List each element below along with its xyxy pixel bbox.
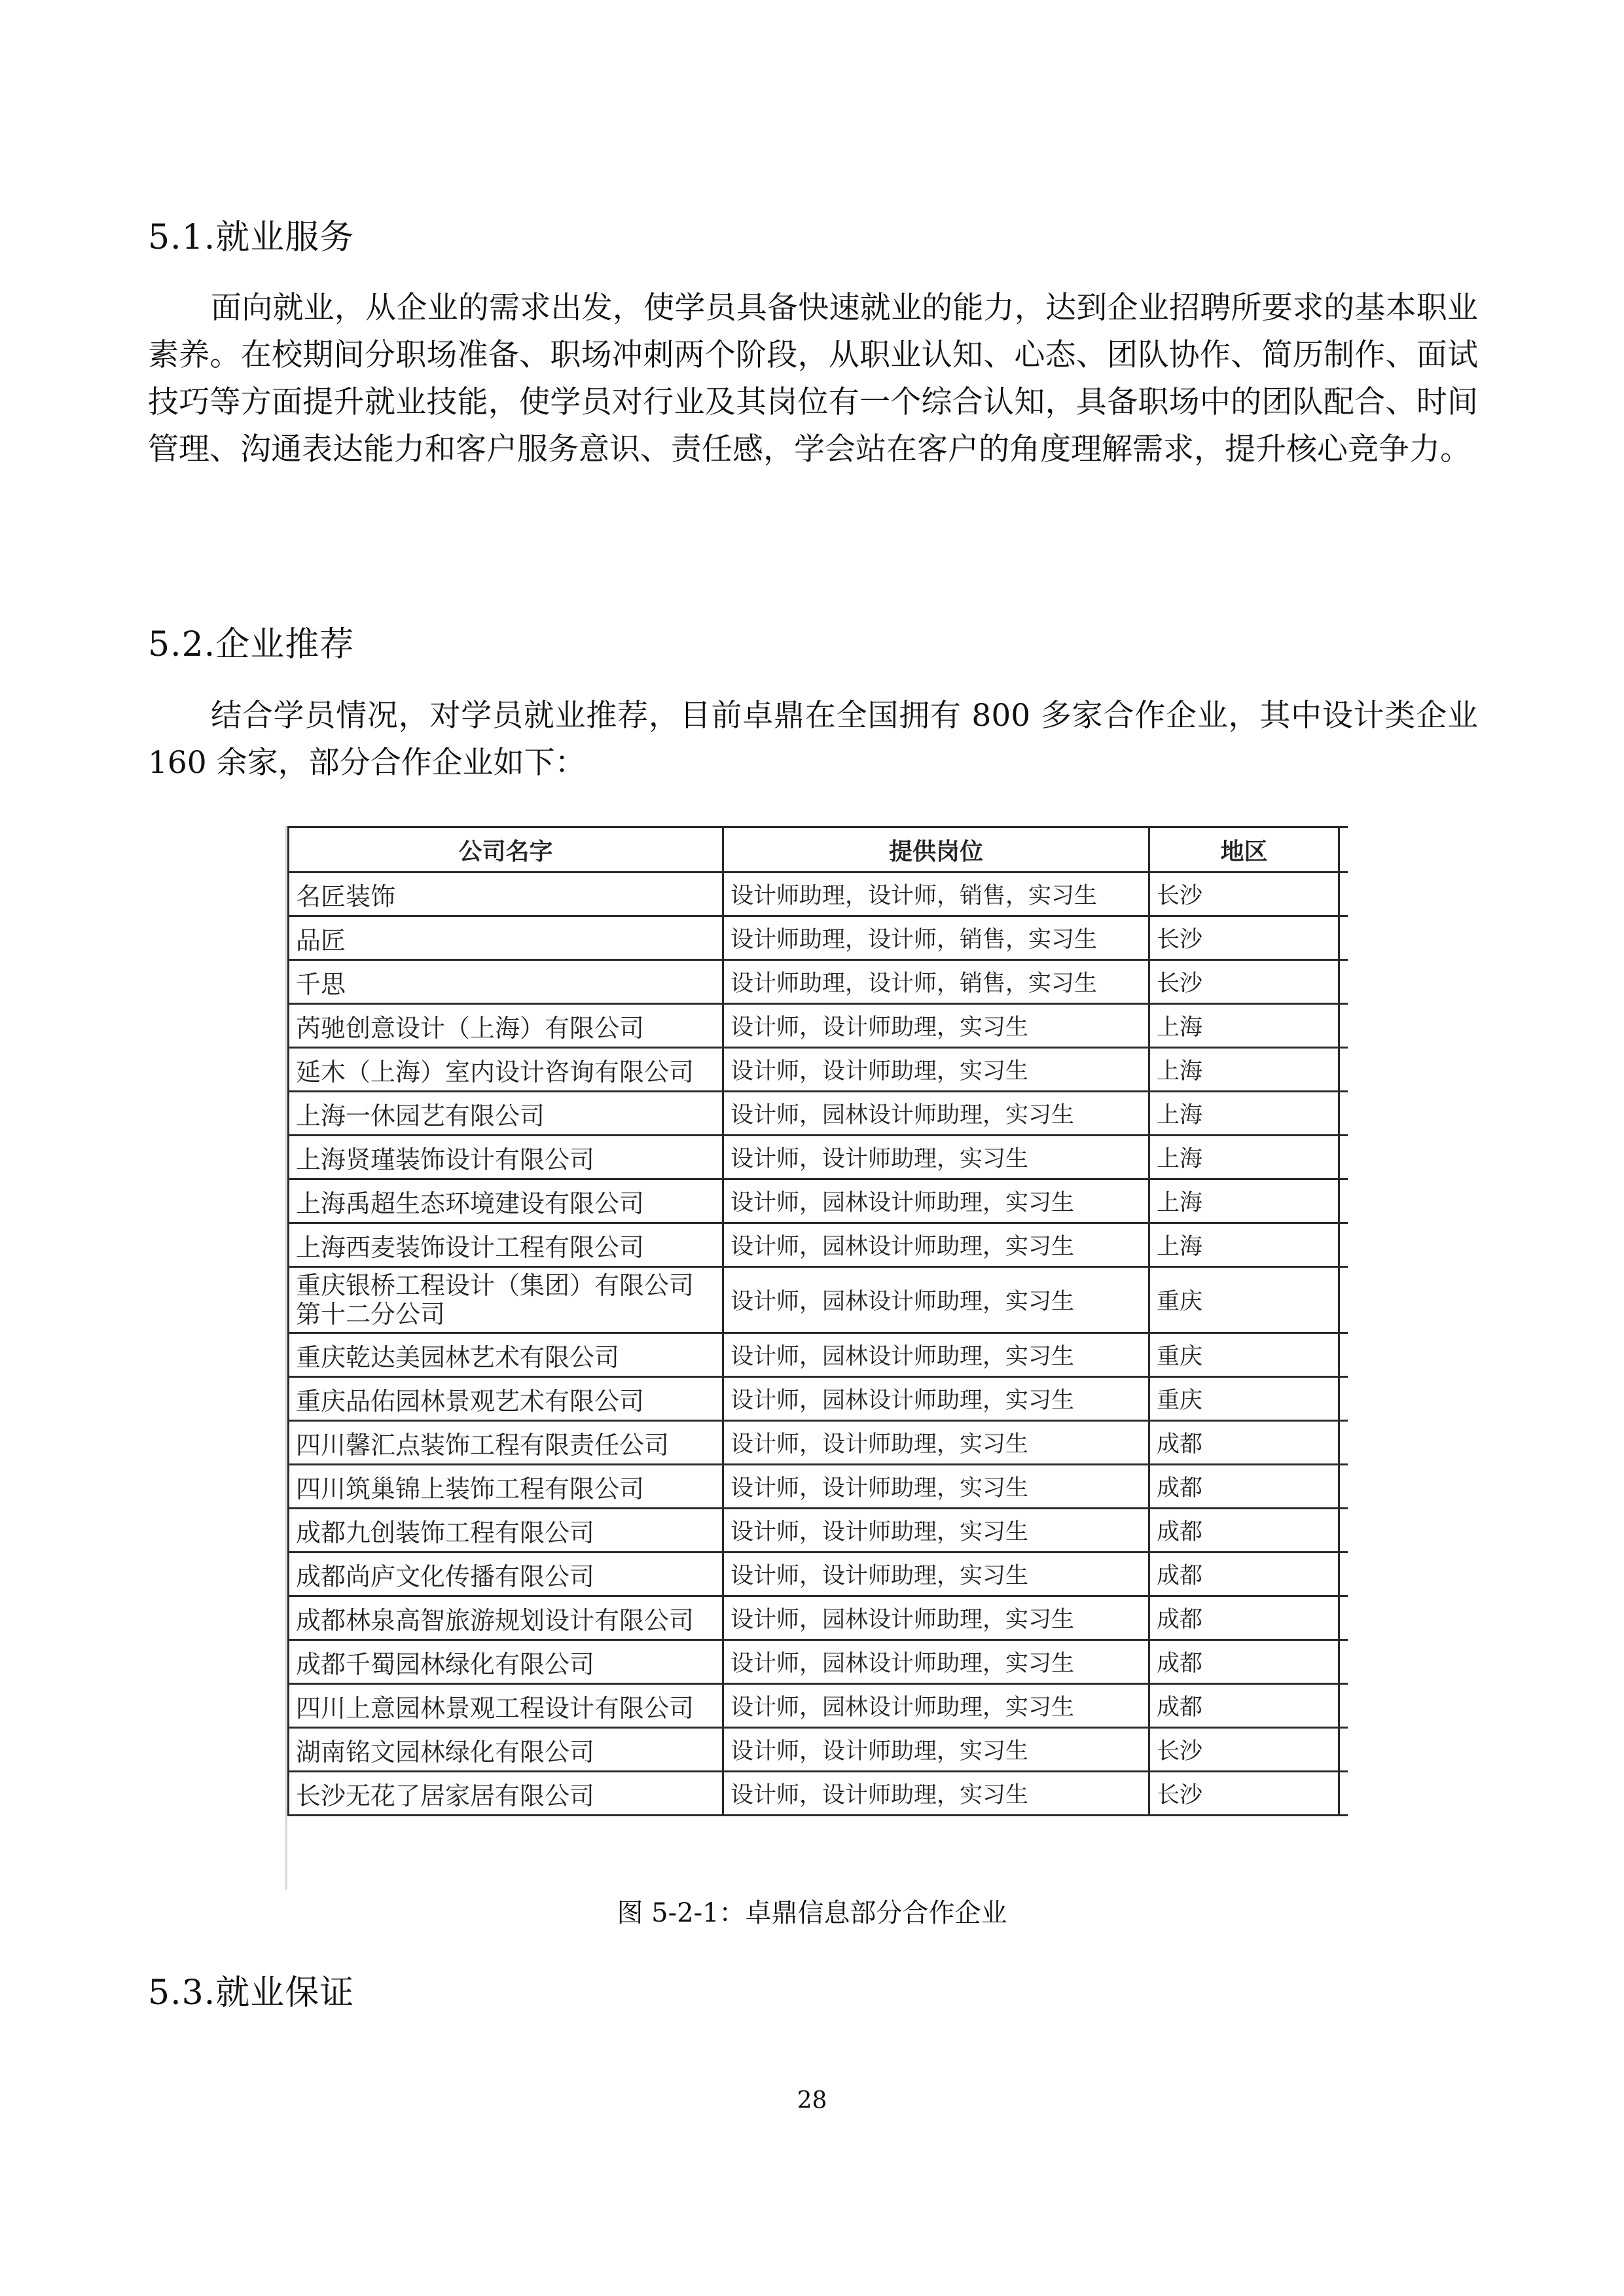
company-name-cell: 四川上意园林景观工程设计有限公司 <box>289 1684 723 1728</box>
positions-cell: 设计师，设计师助理，实习生 <box>723 1004 1149 1048</box>
region-cell: 上海 <box>1149 1179 1339 1223</box>
column-header-positions: 提供岗位 <box>723 827 1149 872</box>
positions-cell: 设计师，设计师助理，实习生 <box>723 1421 1149 1465</box>
cutoff-cell <box>1339 1136 1348 1179</box>
table-row <box>289 1772 1348 1816</box>
table-row <box>289 1377 1348 1421</box>
table-row <box>289 1640 1348 1684</box>
table-row <box>289 1728 1348 1772</box>
company-name-cell: 延木（上海）室内设计咨询有限公司 <box>289 1048 723 1092</box>
table-row <box>289 1136 1348 1179</box>
region-cell: 长沙 <box>1149 1772 1339 1816</box>
cutoff-cell <box>1339 1640 1348 1684</box>
cutoff-cell <box>1339 1004 1348 1048</box>
positions-cell: 设计师，设计师助理，实习生 <box>723 1509 1149 1552</box>
table-row <box>289 1267 1348 1333</box>
column-header-company: 公司名字 <box>289 827 723 872</box>
region-cell: 成都 <box>1149 1552 1339 1596</box>
table-row <box>289 1092 1348 1136</box>
table-row <box>289 1048 1348 1092</box>
cutoff-cell <box>1339 1048 1348 1092</box>
cutoff-cell <box>1339 1465 1348 1509</box>
region-cell: 成都 <box>1149 1684 1339 1728</box>
positions-cell: 设计师，设计师助理，实习生 <box>723 1136 1149 1179</box>
cutoff-cell <box>1339 1509 1348 1552</box>
section-heading-enterprise-recommendation: 5.2.企业推荐 <box>148 625 355 664</box>
positions-cell: 设计师，园林设计师助理，实习生 <box>723 1223 1149 1267</box>
company-name-cell: 重庆乾达美园林艺术有限公司 <box>289 1333 723 1377</box>
partner-companies-table <box>287 826 1348 1816</box>
cutoff-cell <box>1339 1421 1348 1465</box>
table-row <box>289 1684 1348 1728</box>
cutoff-cell <box>1339 872 1348 916</box>
positions-cell: 设计师，园林设计师助理，实习生 <box>723 1596 1149 1640</box>
table-row <box>289 1333 1348 1377</box>
cutoff-cell <box>1339 916 1348 960</box>
positions-cell: 设计师，园林设计师助理，实习生 <box>723 1684 1149 1728</box>
positions-cell: 设计师，设计师助理，实习生 <box>723 1772 1149 1816</box>
table-row <box>289 960 1348 1004</box>
table-row <box>289 1179 1348 1223</box>
cutoff-cell <box>1339 1333 1348 1377</box>
table-row <box>289 1465 1348 1509</box>
positions-cell: 设计师，园林设计师助理，实习生 <box>723 1179 1149 1223</box>
company-name-cell: 重庆品佑园林景观艺术有限公司 <box>289 1377 723 1421</box>
table-row <box>289 916 1348 960</box>
cutoff-cell <box>1339 1728 1348 1772</box>
section-heading-employment-service: 5.1.就业服务 <box>148 218 355 257</box>
cutoff-cell <box>1339 1179 1348 1223</box>
partner-companies-table-image <box>285 826 1348 1890</box>
positions-cell: 设计师助理，设计师，销售，实习生 <box>723 872 1149 916</box>
cutoff-cell <box>1339 1267 1348 1333</box>
company-name-cell: 名匠装饰 <box>289 872 723 916</box>
region-cell: 长沙 <box>1149 916 1339 960</box>
region-cell: 成都 <box>1149 1421 1339 1465</box>
company-name-cell: 成都九创装饰工程有限公司 <box>289 1509 723 1552</box>
positions-cell: 设计师，园林设计师助理，实习生 <box>723 1267 1149 1333</box>
table-row <box>289 872 1348 916</box>
company-name-cell: 品匠 <box>289 916 723 960</box>
company-name-cell: 上海西麦装饰设计工程有限公司 <box>289 1223 723 1267</box>
region-cell: 上海 <box>1149 1004 1339 1048</box>
positions-cell: 设计师，园林设计师助理，实习生 <box>723 1377 1149 1421</box>
company-name-cell: 千思 <box>289 960 723 1004</box>
cutoff-cell <box>1339 1552 1348 1596</box>
company-name-cell: 四川筑巢锦上装饰工程有限公司 <box>289 1465 723 1509</box>
region-cell: 成都 <box>1149 1640 1339 1684</box>
table-row <box>289 1004 1348 1048</box>
company-name-cell: 上海一休园艺有限公司 <box>289 1092 723 1136</box>
cutoff-cell <box>1339 1223 1348 1267</box>
cutoff-cell <box>1339 1092 1348 1136</box>
company-name-cell: 湖南铭文园林绿化有限公司 <box>289 1728 723 1772</box>
cutoff-cell <box>1339 1684 1348 1728</box>
table-row <box>289 1421 1348 1465</box>
table-row <box>289 1509 1348 1552</box>
positions-cell: 设计师，设计师助理，实习生 <box>723 1048 1149 1092</box>
table-row <box>289 1552 1348 1596</box>
section-heading-employment-guarantee: 5.3.就业保证 <box>148 1973 355 2013</box>
region-cell: 重庆 <box>1149 1267 1339 1333</box>
company-name-cell: 成都尚庐文化传播有限公司 <box>289 1552 723 1596</box>
page-number: 28 <box>797 2087 827 2114</box>
company-name-cell: 重庆银桥工程设计（集团）有限公司第十二分公司 <box>289 1267 723 1333</box>
region-cell: 重庆 <box>1149 1377 1339 1421</box>
region-cell: 成都 <box>1149 1509 1339 1552</box>
positions-cell: 设计师，设计师助理，实习生 <box>723 1728 1149 1772</box>
region-cell: 上海 <box>1149 1092 1339 1136</box>
positions-cell: 设计师，园林设计师助理，实习生 <box>723 1092 1149 1136</box>
cutoff-cell <box>1339 1596 1348 1640</box>
positions-cell: 设计师，园林设计师助理，实习生 <box>723 1333 1149 1377</box>
column-header-region: 地区 <box>1149 827 1339 872</box>
company-name-cell: 上海禹超生态环境建设有限公司 <box>289 1179 723 1223</box>
positions-cell: 设计师，设计师助理，实习生 <box>723 1465 1149 1509</box>
figure-caption: 图 5-2-1：卓鼎信息部分合作企业 <box>617 1898 1007 1928</box>
region-cell: 重庆 <box>1149 1333 1339 1377</box>
positions-cell: 设计师，设计师助理，实习生 <box>723 1552 1149 1596</box>
cutoff-cell <box>1339 1772 1348 1816</box>
company-name-cell: 四川馨汇点装饰工程有限责任公司 <box>289 1421 723 1465</box>
employment-service-paragraph: 面向就业，从企业的需求出发，使学员具备快速就业的能力，达到企业招聘所要求的基本职业素养。在校期间分职场准备、职场冲刺两个阶段，从职业认知、心态、团队协作、简历制作、面试技巧等方面提升就业技能，使学员对行业及其岗位有一个综合认知，具备职场中的团队配合、时间管理、沟通表达能力和客户服务意识、责任感，学会站在客户的角度理解需求，提升核心竞争力。 <box>148 290 1478 467</box>
company-name-cell: 芮驰创意设计（上海）有限公司 <box>289 1004 723 1048</box>
region-cell: 上海 <box>1149 1223 1339 1267</box>
positions-cell: 设计师助理，设计师，销售，实习生 <box>723 916 1149 960</box>
region-cell: 长沙 <box>1149 1728 1339 1772</box>
table-header-row <box>289 827 1348 872</box>
table-row <box>289 1223 1348 1267</box>
company-name-cell: 成都千蜀园林绿化有限公司 <box>289 1640 723 1684</box>
positions-cell: 设计师，园林设计师助理，实习生 <box>723 1640 1149 1684</box>
cutoff-cell <box>1339 960 1348 1004</box>
company-name-cell: 上海贤瑾装饰设计有限公司 <box>289 1136 723 1179</box>
region-cell: 成都 <box>1149 1596 1339 1640</box>
region-cell: 长沙 <box>1149 960 1339 1004</box>
cutoff-cell <box>1339 1377 1348 1421</box>
column-header-cutoff <box>1339 827 1348 872</box>
enterprise-recommendation-paragraph: 结合学员情况，对学员就业推荐，目前卓鼎在全国拥有 800 多家合作企业，其中设计类企业 160 余家，部分合作企业如下： <box>148 698 1478 781</box>
positions-cell: 设计师助理，设计师，销售，实习生 <box>723 960 1149 1004</box>
region-cell: 上海 <box>1149 1136 1339 1179</box>
region-cell: 上海 <box>1149 1048 1339 1092</box>
company-name-cell: 长沙无花了居家居有限公司 <box>289 1772 723 1816</box>
table-row <box>289 1596 1348 1640</box>
region-cell: 长沙 <box>1149 872 1339 916</box>
table-body <box>289 872 1348 1816</box>
company-name-cell: 成都林泉高智旅游规划设计有限公司 <box>289 1596 723 1640</box>
region-cell: 成都 <box>1149 1465 1339 1509</box>
